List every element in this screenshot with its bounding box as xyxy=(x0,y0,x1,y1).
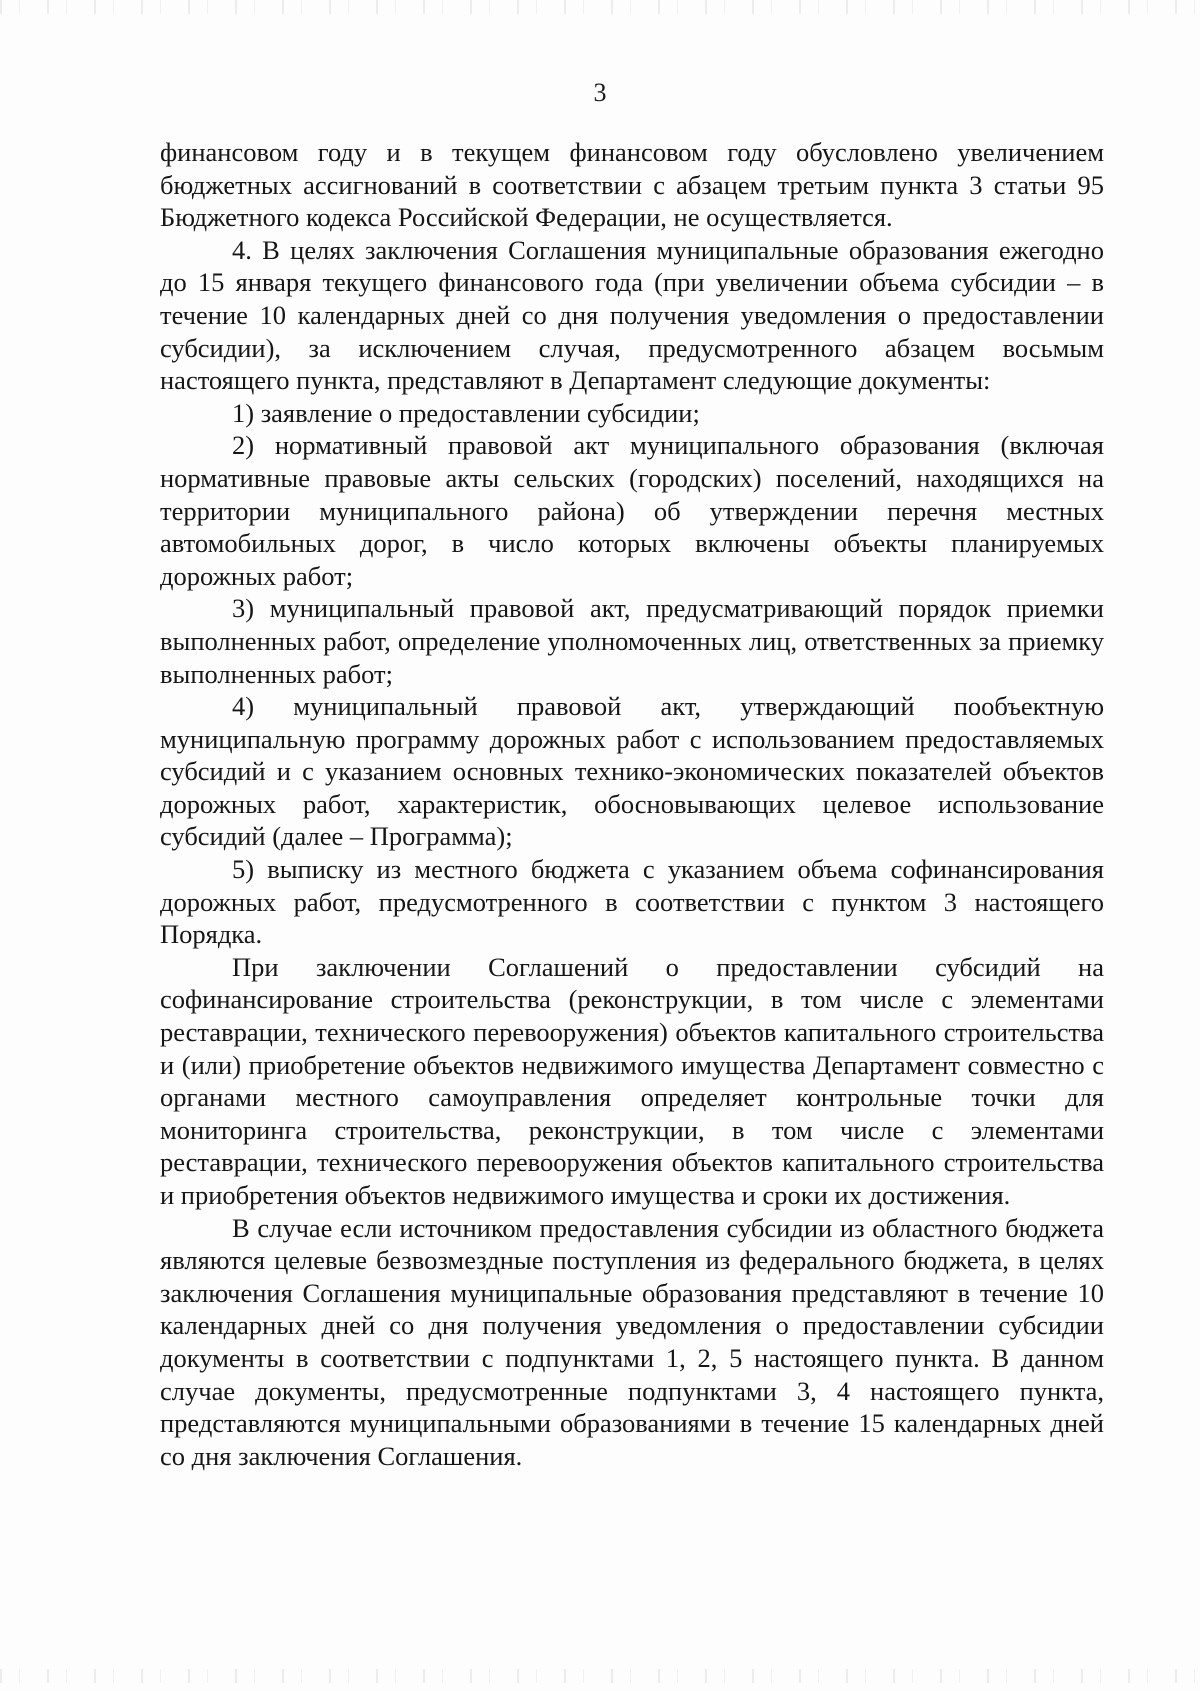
paragraph-subitem-1: 1) заявление о предоставлении субсидии; xyxy=(232,397,700,428)
paragraph-subitem-3: 3) муниципальный правовой акт, предусматривающий порядок приемки выполненных работ, определение уполномоченных лиц, ответственных за приемку выполненных работ; xyxy=(160,593,1104,689)
paragraph-subitem-4: 4) муниципальный правовой акт, утверждающий пообъектную муниципальную программу дорожных работ с использованием предоставляемых субсидий и с указанием основных технико-экономических показателей объектов дорожных работ, характеристик, обосновывающих целевое использование субсидий (далее – Программа); xyxy=(160,691,1104,852)
page-number: 3 xyxy=(593,78,607,107)
document-body xyxy=(160,136,1104,1472)
scan-edge-bottom xyxy=(0,1669,1200,1683)
paragraph-subitem-5: 5) выписку из местного бюджета с указанием объема софинансирования дорожных работ, предусмотренного в соответствии с пунктом 3 настоящего Порядка. xyxy=(160,854,1104,950)
paragraph-federal-funding: В случае если источником предоставления субсидии из областного бюджета являются целевые безвозмездные поступления из федерального бюджета, в целях заключения Соглашения муниципальные образования представляют в течение 10 календарных дней со дня получения уведомления о предоставлении субсидии документы в соответствии с подпунктами 1, 2, 5 настоящего пункта. В данном случае документы, предусмотренные подпунктами 3, 4 настоящего пункта, представляются муниципальными образованиями в течение 15 календарных дней со дня заключения Соглашения. xyxy=(160,1212,1104,1471)
paragraph-subitem-2: 2) нормативный правовой акт муниципального образования (включая нормативные правовые акты сельских (городских) поселений, находящихся на территории муниципального района) об утверждении перечня местных автомобильных дорог, в число которых включены объекты планируемых дорожных работ; xyxy=(160,430,1104,591)
paragraph-control-points: При заключении Соглашений о предоставлении субсидий на софинансирование строительства (реконструкции, в том числе с элементами реставрации, технического перевооружения) объектов капитального строительства и (или) приобретение объектов недвижимого имущества Департамент совместно с органами местного самоуправления определяет контрольные точки для мониторинга строительства, реконструкции, в том числе с элементами реставрации, технического перевооружения объектов капитального строительства и приобретения объектов недвижимого имущества и сроки их достижения. xyxy=(160,951,1104,1210)
paragraph-item-4: 4. В целях заключения Соглашения муниципальные образования ежегодно до 15 января текущего финансового года (при увеличении объема субсидии – в течение 10 календарных дней со дня получения уведомления о предоставлении субсидии), за исключением случая, предусмотренного абзацем восьмым настоящего пункта, представляют в Департамент следующие документы: xyxy=(160,234,1104,396)
scan-edge-top xyxy=(0,0,1200,14)
paragraph-continuation: финансовом году и в текущем финансовом году обусловлено увеличением бюджетных ассигнований в соответствии с абзацем третьим пункта 3 статьи 95 Бюджетного кодекса Российской Федерации, не осуществляется. xyxy=(160,137,1104,233)
